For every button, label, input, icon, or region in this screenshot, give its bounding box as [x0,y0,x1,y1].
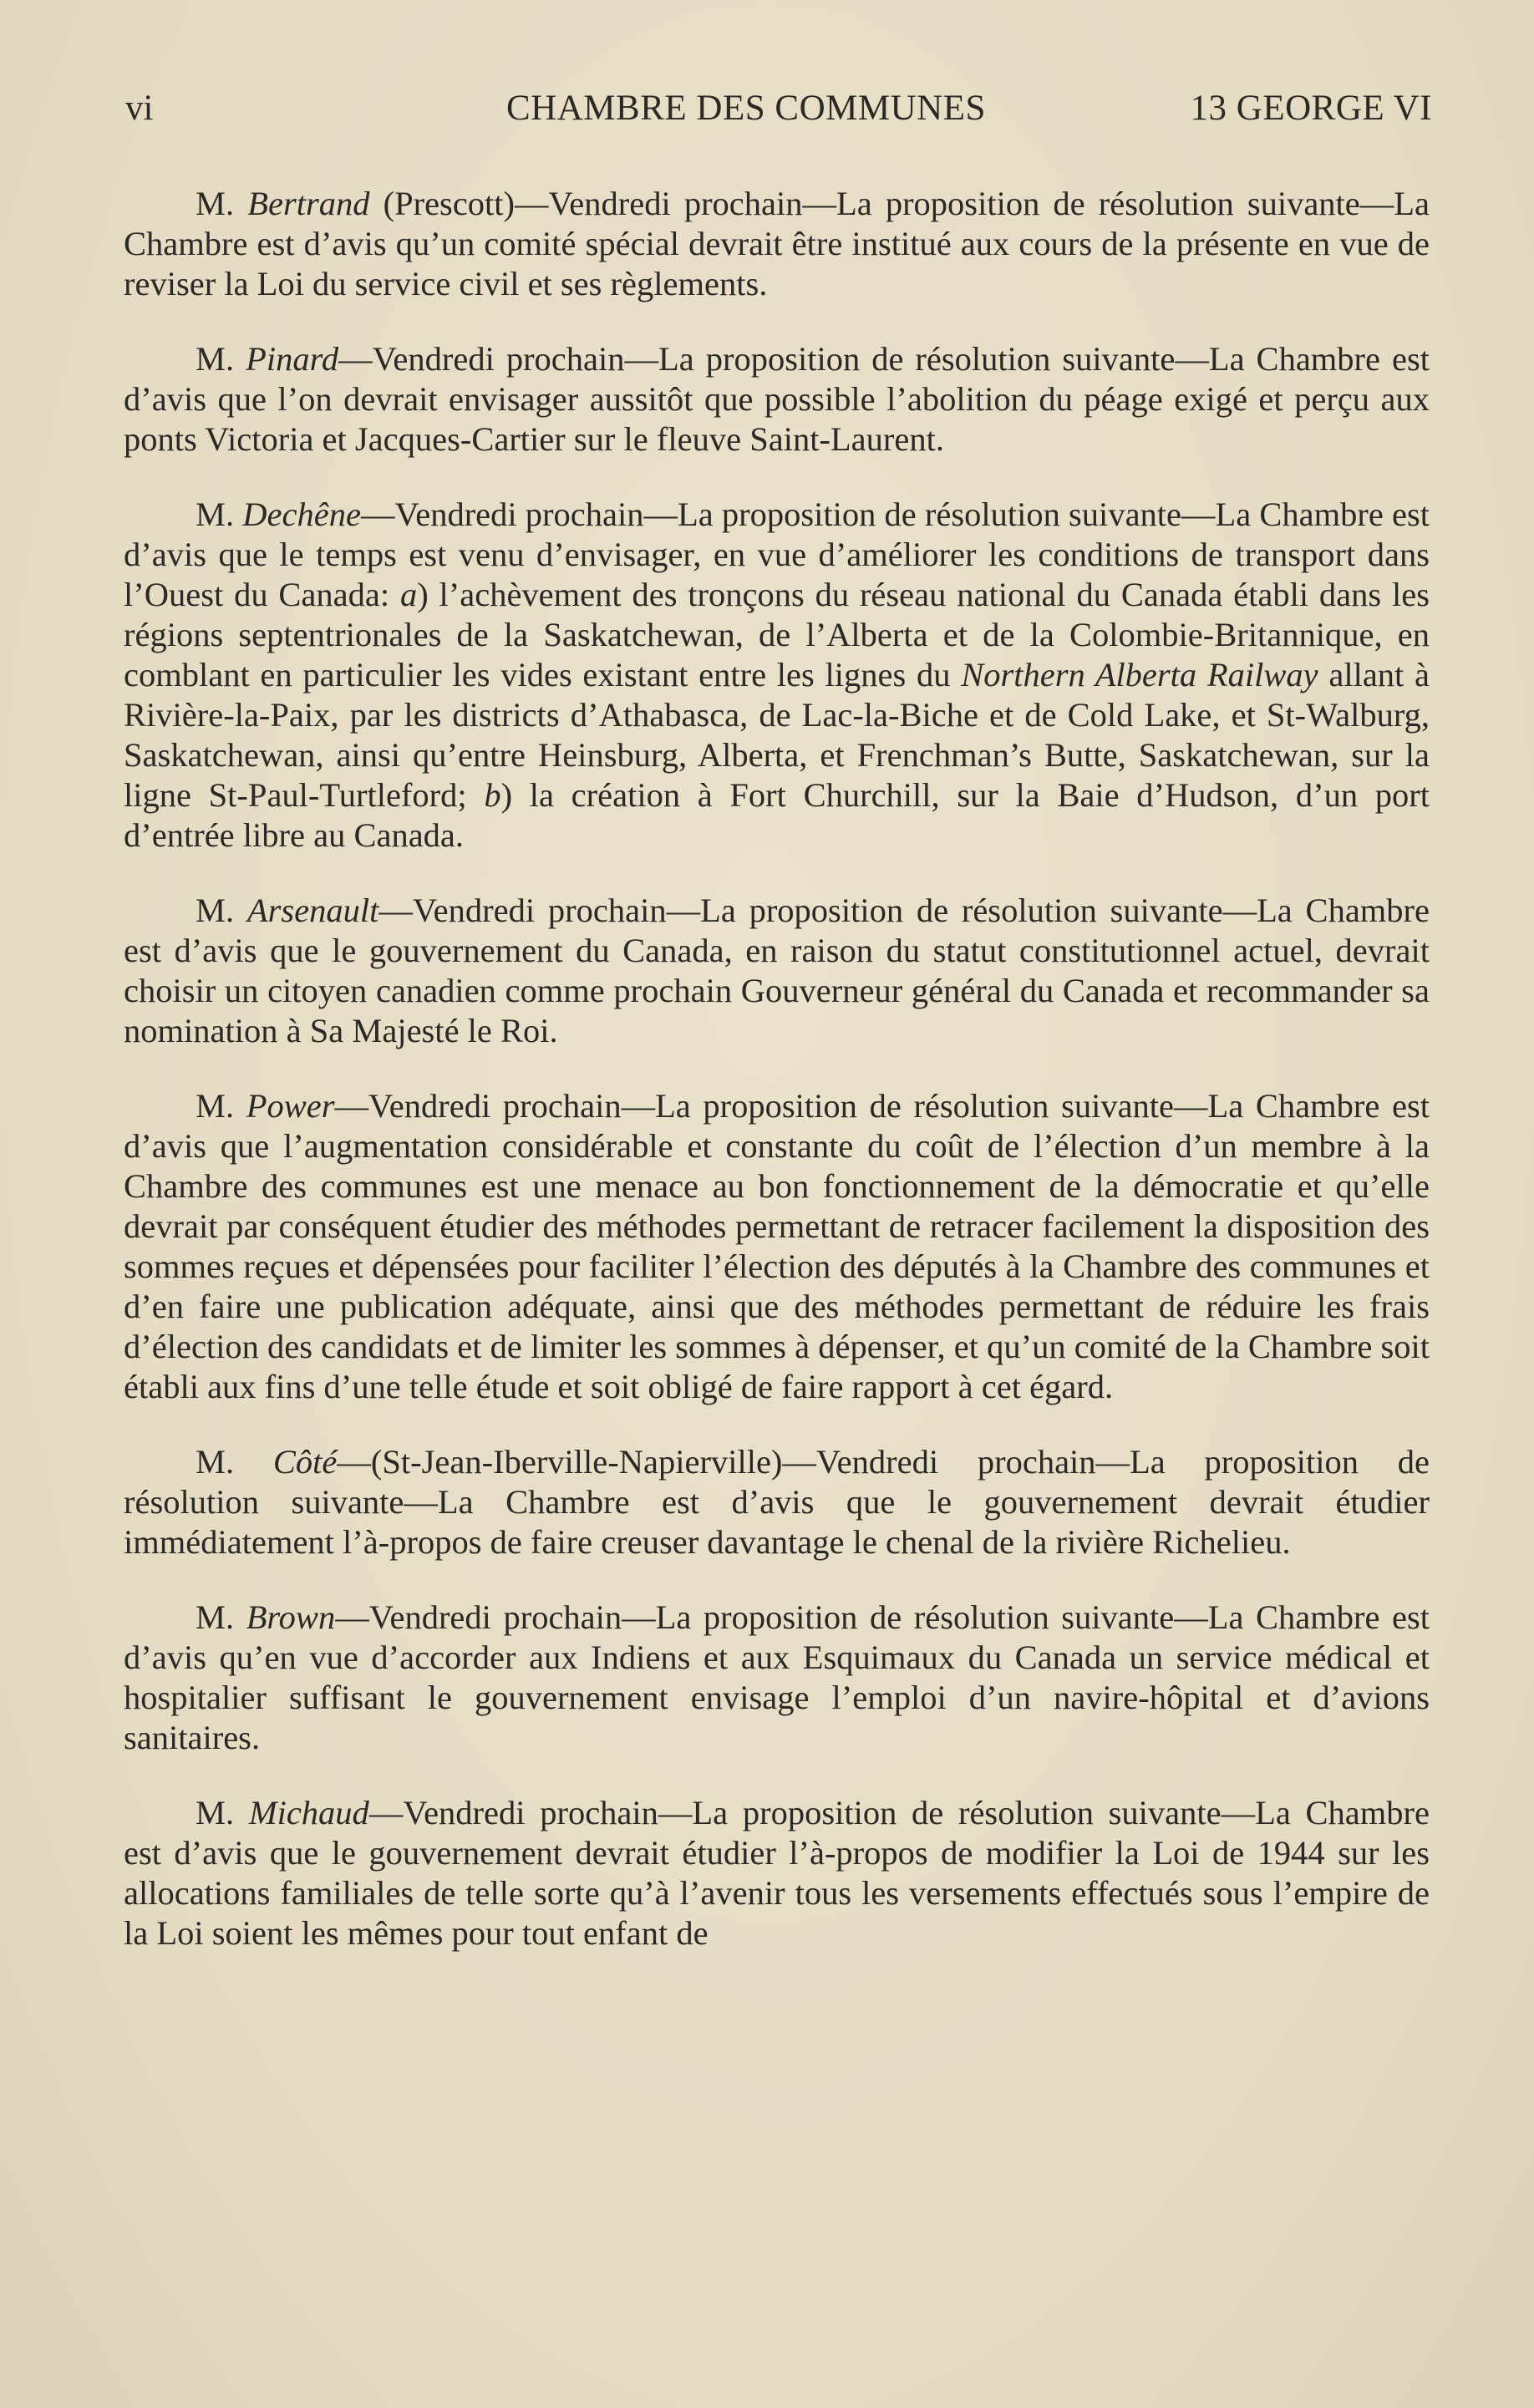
member-name: Brown [246,1598,336,1636]
member-prefix: M. [196,185,248,222]
item-marker: a [399,576,418,613]
member-prefix: M. [196,1087,246,1125]
notice-dechene [124,495,1430,856]
member-prefix: M. [196,340,246,378]
notice-pinard [124,339,1430,460]
notice-list [124,184,1430,1989]
member-name: Dechêne [242,495,361,533]
notice-brown [124,1598,1430,1758]
notice-text: ) la création à Fort Churchill, sur la Baie d’Hudson, d’un port d’entrée libre au Canada. [124,776,1430,854]
running-title: CHAMBRE DES COMMUNES [506,89,986,128]
railway-name: Northern Alberta Railway [961,656,1318,693]
session-label: 13 GEORGE VI [1190,89,1432,128]
member-name: Arsenault [246,892,379,929]
notice-text: allant à Rivière-la-Paix, par les districts d’Athabasca, de Lac-la-Biche et de Cold Lake, et St-Walburg, Saskatchewan, ainsi qu’entre Heinsburg, Alberta, et Frenchman’s Butte, Saskatchewan, sur la ligne St-Paul-Turtleford; [124,656,1430,814]
member-name: Côté [272,1443,338,1481]
member-name: Pinard [246,340,339,378]
member-prefix: M. [196,1443,273,1481]
notice-bertrand [124,184,1430,304]
notice-michaud [124,1793,1430,1953]
notice-text: —Vendredi prochain—La proposition de résolution suivante—La Chambre est d’avis que le gouvernement devrait étudier l’à-propos de modifier la Loi de 1944 sur les allocations familiales de telle sorte qu’à l’avenir tous les versements effectués sous l’empire de la Loi soient les mêmes pour tout enfant de [124,1794,1430,1952]
member-prefix: M. [196,892,247,929]
page-number: vi [125,89,154,128]
member-prefix: M. [196,1794,249,1831]
member-name: Power [246,1087,335,1125]
notice-text: —Vendredi prochain—La proposition de résolution suivante—La Chambre est d’avis que l’on devrait envisager aussitôt que possible l’abolition du péage exigé et perçu aux ponts Victoria et Jacques-Cartier sur le fleuve Saint-Laurent. [124,340,1430,458]
notice-text: —Vendredi prochain—La proposition de résolution suivante—La Chambre est d’avis que l’augmentation considérable et constante du coût de l’élection d’un membre à la Chambre des communes est une menace au bon fonctionnement de la démocratie et qu’elle devrait par conséquent étudier des méthodes permettant de retracer facilement la disposition des sommes reçues et dépensées pour faciliter l’élection des députés à la Chambre des communes et d’en faire une publication adéquate, ainsi que des méthodes permettant de réduire les frais d’élection des candidats et de limiter les sommes à dépenser, et qu’un comité de la Chambre soit établi aux fins d’une telle étude et soit obligé de faire rapport à cet égard. [124,1087,1430,1405]
item-marker: b [484,776,501,814]
notice-arsenault [124,891,1430,1051]
member-prefix: M. [196,1598,246,1636]
member-name: Bertrand [247,185,370,222]
page-header [125,85,1432,132]
notice-text: —Vendredi prochain—La proposition de résolution suivante—La Chambre est d’avis que le gouvernement du Canada, en raison du statut constitutionnel actuel, devrait choisir un citoyen canadien comme prochain Gouverneur général du Canada et recommander sa nomination à Sa Majesté le Roi. [124,892,1430,1049]
notice-text: ) l’achèvement des tronçons du réseau national du Canada établi dans les régions septentrionales de la Saskatchewan, de l’Alberta et de la Colombie-Britannique, en comblant en particulier les vides existant entre les lignes du [124,576,1430,693]
member-name: Michaud [248,1794,369,1831]
member-prefix: M. [196,495,243,533]
notice-power [124,1086,1430,1407]
notice-text: —(St-Jean-Iberville-Napierville)—Vendredi prochain—La proposition de résolution suivante—La Chambre est d’avis que le gouvernement devrait étudier immédiatement l’à-propos de faire creuser davantage le chenal de la rivière Richelieu. [124,1443,1430,1561]
notice-text: —Vendredi prochain—La proposition de résolution suivante—La Chambre est d’avis que le temps est venu d’envisager, en vue d’améliorer les conditions de transport dans l’Ouest du Canada: [124,495,1430,613]
notice-cote [124,1442,1430,1562]
notice-text: —Vendredi prochain—La proposition de résolution suivante—La Chambre est d’avis qu’en vue d’accorder aux Indiens et aux Esquimaux du Canada un service médical et hospitalier suffisant le gouvernement envisage l’emploi d’un navire-hôpital et d’avions sanitaires. [124,1598,1430,1756]
notice-text: (Prescott)—Vendredi prochain—La proposition de résolution suivante—La Chambre est d’avis qu’un comité spécial devrait être institué aux cours de la présente en vue de reviser la Loi du service civil et ses règlements. [124,185,1430,302]
